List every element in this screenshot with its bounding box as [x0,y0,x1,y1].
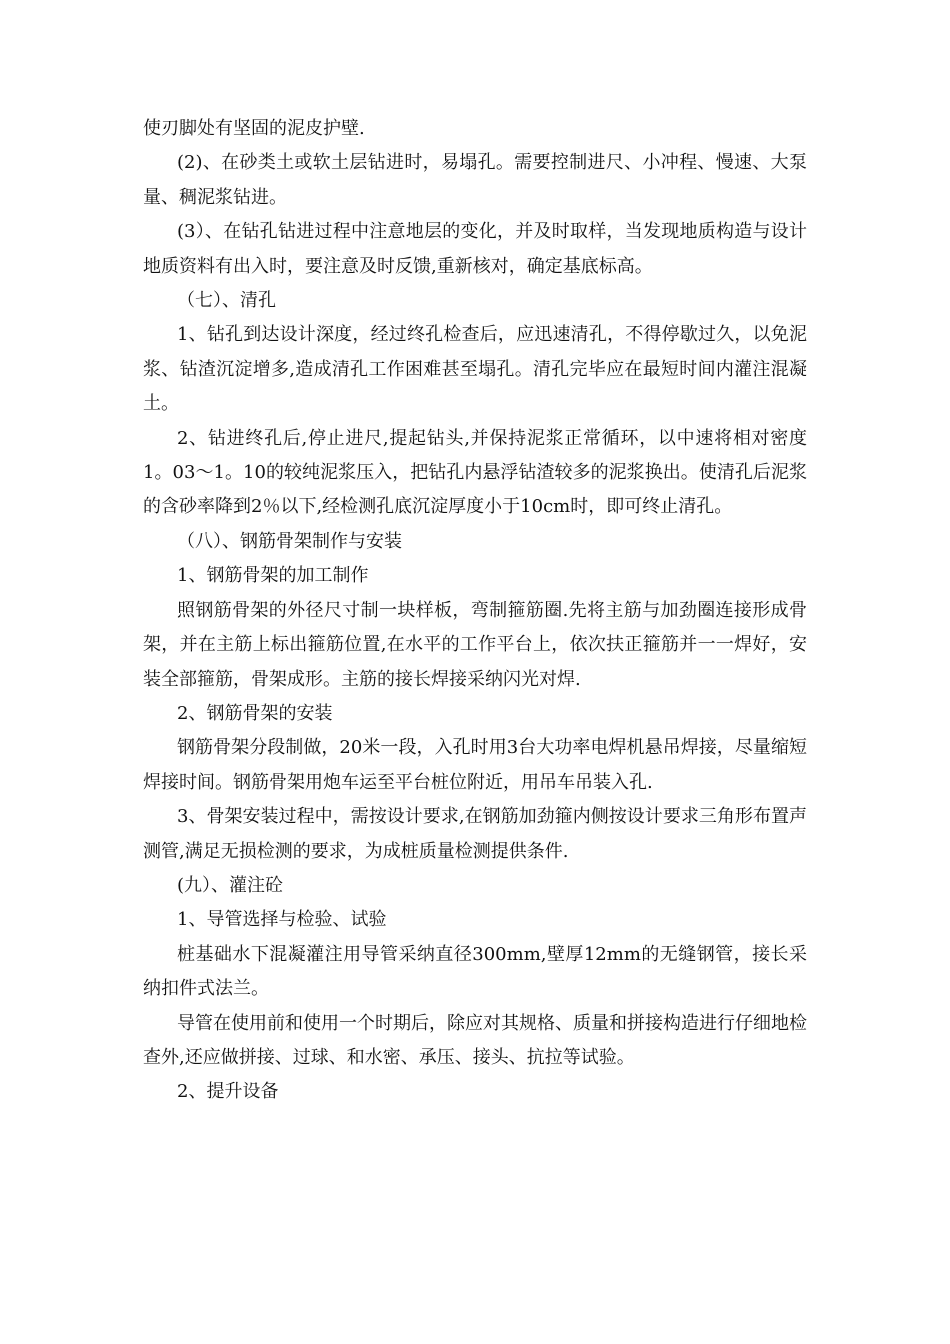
section-heading: (九）、灌注砼 [177,874,284,896]
subsection-heading: 1、钢筋骨架的加工制作 [177,565,369,587]
paragraph: 照钢筋骨架的外径尺寸制一块样板，弯制箍筋圈.先将主筋与加劲圈连接形成骨架，并在主筋上标出箍筋位置,在水平的工作平台上，依次扶正箍筋并一一焊好，安装全部箍筋，骨架成形。主筋的接长焊接采纳闪光对焊. [143,599,807,690]
subsection-heading: 2、提升设备 [177,1081,279,1103]
paragraph: 使刃脚处有坚固的泥皮护壁. [143,118,365,139]
subsection-heading: 2、钢筋骨架的安装 [177,702,333,724]
document-body [143,112,807,1110]
paragraph: 桩基础水下混凝灌注用导管采纳直径300mm,壁厚12mm的无缝钢管，接长采纳扣件式法兰。 [143,943,807,1000]
paragraph: (3）、在钻孔钻进过程中注意地层的变化，并及时取样，当发现地质构造与设计地质资料有出入时，要注意及时反馈,重新核对，确定基底标高。 [143,221,807,277]
subsection-heading: 1、导管选择与检验、试验 [177,909,387,931]
section-heading: （七）、清孔 [177,290,276,312]
paragraph: 钢筋骨架分段制做，20米一段，入孔时用3台大功率电焊机悬吊焊接，尽量缩短焊接时间。钢筋骨架用炮车运至平台桩位附近，用吊车吊装入孔. [143,737,807,793]
paragraph: (2)、在砂类土或软土层钻进时，易塌孔。需要控制进尺、小冲程、慢速、大泵量、稠泥浆钻进。 [143,152,807,208]
paragraph: 2、钻进终孔后,停止进尺,提起钻头,并保持泥浆正常循环，以中速将相对密度1。03～1。10的较纯泥浆压入，把钻孔内悬浮钻渣较多的泥浆换出。使清孔后泥浆的含砂率降到2％以下,经检测孔底沉淀厚度小于10cm时，即可终止清孔。 [143,427,807,518]
paragraph: 1、钻孔到达设计深度，经过终孔检查后，应迅速清孔，不得停歇过久，以免泥浆、钻渣沉淀增多,造成清孔工作困难甚至塌孔。清孔完毕应在最短时间内灌注混凝土。 [143,324,807,415]
section-heading: （八）、钢筋骨架制作与安装 [177,530,402,552]
paragraph: 3、骨架安装过程中，需按设计要求,在钢筋加劲箍内侧按设计要求三角形布置声测管,满足无损检测的要求，为成桩质量检测提供条件. [143,806,807,862]
paragraph: 导管在使用前和使用一个时期后，除应对其规格、质量和拼接构造进行仔细地检查外,还应做拼接、过球、和水密、承压、接头、抗拉等试验。 [143,1012,807,1068]
